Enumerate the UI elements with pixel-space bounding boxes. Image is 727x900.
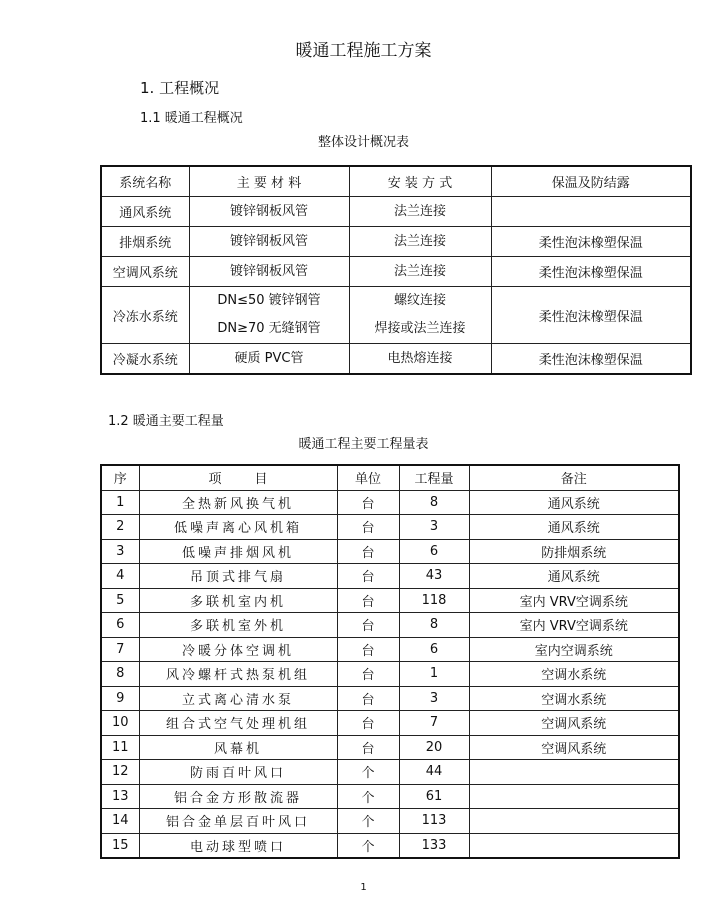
index-cell: 2 — [101, 515, 139, 540]
table-row — [101, 711, 679, 736]
table-row — [101, 257, 691, 287]
header-cell: 项 目 — [139, 465, 337, 490]
quantities-table — [100, 464, 680, 859]
unit-cell: 台 — [337, 662, 399, 687]
header-cell: 单位 — [337, 465, 399, 490]
material-line: DN≤50 镀锌钢管 — [217, 293, 321, 308]
section-heading: 1. 工程概况 — [140, 79, 220, 97]
material-cell — [189, 287, 349, 344]
index-cell: 8 — [101, 662, 139, 687]
material-line: 镀锌钢板风管 — [229, 233, 308, 249]
table-row — [101, 287, 691, 344]
quantity-cell: 43 — [399, 564, 469, 589]
header-cell: 备注 — [469, 465, 679, 490]
quantity-cell: 8 — [399, 490, 469, 515]
remark-cell — [469, 760, 679, 785]
unit-cell: 个 — [337, 833, 399, 858]
table-row — [101, 760, 679, 785]
remark-cell — [469, 833, 679, 858]
material-line: 镀锌钢板风管 — [229, 263, 308, 279]
unit-cell: 台 — [337, 711, 399, 736]
material-cell — [189, 227, 349, 257]
design-overview-table — [100, 165, 692, 375]
item-cell: 防雨百叶风口 — [139, 760, 337, 785]
system-name-cell: 空调风系统 — [101, 257, 189, 287]
quantity-cell: 133 — [399, 833, 469, 858]
quantity-cell: 20 — [399, 735, 469, 760]
header-cell: 安 装 方 式 — [349, 166, 491, 197]
unit-cell: 台 — [337, 613, 399, 638]
table-row — [101, 227, 691, 257]
system-name-cell: 冷冻水系统 — [101, 287, 189, 344]
remark-cell — [469, 784, 679, 809]
item-cell: 电动球型喷口 — [139, 833, 337, 858]
subsection-heading-overview: 1.1 暖通工程概况 — [140, 111, 243, 126]
install-line: 电热熔连接 — [387, 350, 453, 366]
insulation-cell: 柔性泡沫橡塑保温 — [491, 227, 691, 257]
unit-cell: 台 — [337, 490, 399, 515]
quantity-cell: 6 — [399, 539, 469, 564]
system-name-cell: 通风系统 — [101, 197, 189, 227]
install-cell — [349, 227, 491, 257]
unit-cell: 台 — [337, 686, 399, 711]
table-header-row — [101, 166, 691, 197]
table-row — [101, 344, 691, 375]
remark-cell: 通风系统 — [469, 515, 679, 540]
system-name-cell: 排烟系统 — [101, 227, 189, 257]
header-cell: 序 — [101, 465, 139, 490]
item-cell: 风幕机 — [139, 735, 337, 760]
item-cell: 立式离心清水泵 — [139, 686, 337, 711]
header-cell: 系统名称 — [101, 166, 189, 197]
item-cell: 风冷螺杆式热泵机组 — [139, 662, 337, 687]
index-cell: 12 — [101, 760, 139, 785]
item-cell: 低噪声离心风机箱 — [139, 515, 337, 540]
unit-cell: 台 — [337, 564, 399, 589]
insulation-cell: 柔性泡沫橡塑保温 — [491, 287, 691, 344]
remark-cell: 通风系统 — [469, 564, 679, 589]
item-cell: 低噪声排烟风机 — [139, 539, 337, 564]
document-title: 暖通工程施工方案 — [295, 41, 432, 61]
index-cell: 10 — [101, 711, 139, 736]
remark-cell: 空调水系统 — [469, 686, 679, 711]
table-row — [101, 539, 679, 564]
material-cell — [189, 344, 349, 375]
quantity-cell: 7 — [399, 711, 469, 736]
item-cell: 多联机室外机 — [139, 613, 337, 638]
system-name-cell: 冷凝水系统 — [101, 344, 189, 375]
remark-cell: 室内 VRV空调系统 — [469, 613, 679, 638]
install-line: 螺纹连接 — [393, 293, 446, 308]
table-row — [101, 735, 679, 760]
table-row — [101, 490, 679, 515]
remark-cell — [469, 809, 679, 834]
unit-cell: 台 — [337, 539, 399, 564]
index-cell: 3 — [101, 539, 139, 564]
header-cell: 主 要 材 料 — [189, 166, 349, 197]
index-cell: 9 — [101, 686, 139, 711]
quantity-cell: 3 — [399, 686, 469, 711]
material-line: 硬质 PVC管 — [234, 350, 304, 366]
material-cell — [189, 197, 349, 227]
quantity-cell: 8 — [399, 613, 469, 638]
install-cell — [349, 287, 491, 344]
insulation-cell: 柔性泡沫橡塑保温 — [491, 344, 691, 375]
unit-cell: 台 — [337, 735, 399, 760]
item-cell: 多联机室内机 — [139, 588, 337, 613]
quantity-cell: 1 — [399, 662, 469, 687]
install-line: 法兰连接 — [393, 203, 446, 219]
table-row — [101, 613, 679, 638]
material-line: 镀锌钢板风管 — [229, 203, 308, 219]
table-row — [101, 564, 679, 589]
install-line: 法兰连接 — [393, 233, 446, 249]
index-cell: 1 — [101, 490, 139, 515]
remark-cell: 空调风系统 — [469, 711, 679, 736]
item-cell: 吊顶式排气扇 — [139, 564, 337, 589]
index-cell: 5 — [101, 588, 139, 613]
remark-cell: 室内空调系统 — [469, 637, 679, 662]
table-row — [101, 686, 679, 711]
table-row — [101, 662, 679, 687]
quantity-cell: 6 — [399, 637, 469, 662]
quantity-cell: 3 — [399, 515, 469, 540]
item-cell: 铝合金方形散流器 — [139, 784, 337, 809]
unit-cell: 个 — [337, 784, 399, 809]
quantity-cell: 44 — [399, 760, 469, 785]
table-row — [101, 588, 679, 613]
unit-cell: 个 — [337, 809, 399, 834]
index-cell: 4 — [101, 564, 139, 589]
item-cell: 全热新风换气机 — [139, 490, 337, 515]
table-row — [101, 809, 679, 834]
install-cell — [349, 344, 491, 375]
table-row — [101, 637, 679, 662]
page-number: 1 — [360, 882, 367, 893]
table-row — [101, 784, 679, 809]
item-cell: 组合式空气处理机组 — [139, 711, 337, 736]
table-row — [101, 197, 691, 227]
index-cell: 13 — [101, 784, 139, 809]
unit-cell: 台 — [337, 515, 399, 540]
index-cell: 7 — [101, 637, 139, 662]
unit-cell: 台 — [337, 637, 399, 662]
table-header-row — [101, 465, 679, 490]
install-line: 法兰连接 — [393, 263, 446, 279]
table-row — [101, 515, 679, 540]
remark-cell: 空调风系统 — [469, 735, 679, 760]
index-cell: 14 — [101, 809, 139, 834]
table-row — [101, 833, 679, 858]
remark-cell: 空调水系统 — [469, 662, 679, 687]
remark-cell: 通风系统 — [469, 490, 679, 515]
insulation-cell — [491, 197, 691, 227]
install-line: 焊接或法兰连接 — [374, 321, 466, 336]
index-cell: 6 — [101, 613, 139, 638]
quantity-cell: 118 — [399, 588, 469, 613]
material-line: DN≥70 无缝钢管 — [217, 321, 321, 336]
install-cell — [349, 257, 491, 287]
material-cell — [189, 257, 349, 287]
item-cell: 冷暖分体空调机 — [139, 637, 337, 662]
table1-caption: 整体设计概况表 — [317, 135, 409, 150]
remark-cell: 防排烟系统 — [469, 539, 679, 564]
subsection-heading-quantities: 1.2 暖通主要工程量 — [108, 414, 224, 429]
install-cell — [349, 197, 491, 227]
index-cell: 11 — [101, 735, 139, 760]
unit-cell: 个 — [337, 760, 399, 785]
item-cell: 铝合金单层百叶风口 — [139, 809, 337, 834]
table2-caption: 暖通工程主要工程量表 — [298, 437, 429, 452]
quantity-cell: 113 — [399, 809, 469, 834]
unit-cell: 台 — [337, 588, 399, 613]
index-cell: 15 — [101, 833, 139, 858]
header-cell: 保温及防结露 — [491, 166, 691, 197]
insulation-cell: 柔性泡沫橡塑保温 — [491, 257, 691, 287]
header-cell: 工程量 — [399, 465, 469, 490]
quantity-cell: 61 — [399, 784, 469, 809]
remark-cell: 室内 VRV空调系统 — [469, 588, 679, 613]
